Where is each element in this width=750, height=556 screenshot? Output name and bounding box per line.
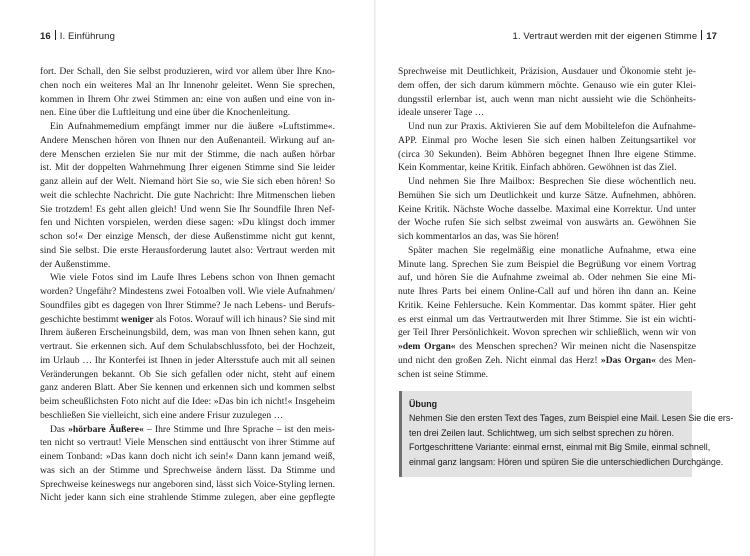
emphasized-term: weniger [121, 313, 154, 325]
right-page [376, 0, 750, 556]
text-line: dem offen, der sich darum kümmern möchte. Genauso wie ein guter Klei- [398, 79, 696, 91]
text-line: nute Ihres Parts bei einem Online-Call auf und hören ihn dann an. Keine [398, 286, 696, 297]
text-line: dungsstil erlernbar ist, auch wenn man nicht aussieht wie die Schönheits- [398, 93, 696, 105]
text-line: chen noch ein weiteres Mal an Ihr Innenohr geleitet. Wenn Sie sprechen, [40, 79, 335, 91]
text-line: Nicht jeder kann sich eine strahlende Stimme zulegen, aber eine gepflegte [40, 492, 335, 504]
text-line: sich kommentarlos an das, was Sie hören! [398, 231, 560, 242]
emphasized-term: »Das Organ« [600, 354, 656, 366]
running-head-title-left: I. Einführung [59, 31, 115, 42]
text-line: ideale unserer Tage … [398, 107, 485, 119]
text-line: beschließen Sie vielleicht, sich eine andere Frisur zuzulegen … [40, 409, 284, 421]
text-line: ten nicht so vertraut! Viele Menschen sind enttäuscht von ihrer Stimme auf [40, 437, 335, 449]
text-line: Ihrem äußeren Erscheinungsbild, dem, was man von Ihnen sehen kann, gut [40, 327, 335, 339]
text-line: Kein Kommentar, keine Kritik. Einfach abhören. Gewöhnen ist das Ziel. [398, 162, 677, 174]
exercise-box [399, 391, 734, 477]
text-line: kommen in Ihrem Ohr zwei Stimmen an: eine von außen und eine von in- [40, 93, 335, 105]
text-line: Minute lang. Sprechen Sie zum Beispiel die Begrüßung vor einem Vortrag [398, 258, 696, 270]
text-line: Veränderungen bekannt. Ob Sie sich gefallen oder nicht, steht auf einem [40, 368, 335, 380]
text-line: ganz allein auf der Welt. Niemand hört Sie so, wie Sie sich eben hören! So [40, 176, 335, 187]
text-line: worden? Ungefähr? Mindestens zwei Fotoalben voll. Wie viele Aufnahmen/ [40, 286, 335, 297]
text-line: (circa 30 Sekunden). Beim Abhören begegnet Ihnen Ihre eigene Stimme. [398, 148, 696, 160]
text-line: Sprechweise keineswegs nur angeboren sind, lässt sich Voice-Styling lernen. [40, 478, 335, 490]
exercise-box-line: Fortgeschrittene Variante: einmal ernst, einmal mit Big Smile, einmal schnell, [409, 442, 711, 453]
text-line: ger Teil Ihrer Persönlichkeit. Wovon sprechen wir schließlich, wenn wir von [398, 327, 696, 339]
text-line: beim scheußlichsten Foto nicht auf die Idee: »Das bin ich nicht!« Insgeheim [40, 396, 335, 407]
emphasized-term: »dem Organ« [398, 341, 456, 352]
left-body-text [40, 65, 335, 505]
emphasized-term: »hörbare Äußere« [68, 423, 144, 435]
page-number-right: 17 [706, 31, 717, 42]
exercise-box-title: Übung [409, 399, 438, 409]
exercise-box-line: einmal ganz langsam: Hören und spüren Sie die unterschiedlichen Durchgänge. [409, 456, 724, 467]
exercise-box-line: Nehmen Sie den ersten Text des Tages, zum Beispiel eine Mail. Lesen Sie die ers- [409, 413, 734, 424]
text-line: Keine Kritik. Nächste Woche dasselbe. Maximal eine Korrektur. Und unter [398, 203, 696, 215]
text-line: nen. Eine über die Luftleitung und eine über die Knochenleitung. [40, 107, 291, 119]
text-line: Soundfiles gibt es dagegen von Ihrer Stimme? Je nach Lebens- und Berufs- [40, 299, 335, 311]
text-line: Und nun zur Praxis. Aktivieren Sie auf dem Mobiltelefon die Aufnahme- [408, 121, 696, 132]
text-line: der Woche rufen Sie sich selbst zweimal von auswärts an. Gewöhnen Sie [398, 217, 696, 229]
text-line: einem Tonband: »Das kann doch nicht ich sein!« Dann kann jemand weiß, [40, 451, 335, 462]
text-line: fort. Der Schall, den Sie selbst produzieren, wird vor allem über Ihre Kno- [40, 66, 335, 77]
running-head-title-right: 1. Vertraut werden mit der eigenen Stimme [512, 31, 698, 42]
left-page [0, 0, 374, 556]
page-number-left: 16 [40, 31, 51, 42]
text-line: Später machen Sie regelmäßig eine monatliche Aufnahme, etwa eine [408, 244, 696, 256]
text-line: Kritik. Keine Fehlersuche. Kein Kommentar. Das kommt später. Hier geht [398, 299, 696, 311]
text-line: es erst einmal um das Vertrautwerden mit Ihrer Stimme. Sie ist ein wichti- [398, 313, 696, 325]
text-line: APP. Einmal pro Woche lesen Sie sich einen halben Zeitungsartikel vor [398, 134, 696, 146]
text-line: und nicht den großen Zeh. Nicht einmal das Herz! »Das Organ« des Men- [398, 354, 696, 366]
text-line: schen ist seine Stimme. [398, 368, 489, 380]
text-line: dere Menschen erzielen Sie nur mit der Stimme, die nach außen hörbar [40, 148, 335, 160]
text-line: Bemühen Sie sich um Deutlichkeit und kurze Sätze. Aufnehmen, abhören. [398, 189, 696, 201]
text-line: geschichte bestimmt weniger als Fotos. Worauf will ich hinaus? Sie sind mit [40, 313, 335, 325]
text-line: Das »hörbare Äußere« – Ihre Stimme und Ihre Sprache – ist den meis- [50, 423, 336, 435]
text-line: vertraut. Sie erkennen sich. Auf dem Schulabschlussfoto, bei der Hochzeit, [40, 341, 335, 352]
text-line: sind Sie selbst. Die erste Herausforderung lautet also: Vertraut werden mit [40, 244, 335, 256]
right-body-text [398, 65, 696, 381]
text-line: »dem Organ« des Menschen sprechen? Wir meinen nicht die Nasenspitze [398, 341, 696, 352]
running-head-separator [701, 30, 702, 40]
text-line: Und nehmen Sie Ihre Mailbox: Besprechen Sie diese wöchentlich neu. [408, 176, 696, 187]
text-line: Sie trotzdem! Es geht allen gleich! Und wenn Sie Ihr Soundfile Ihren Nef- [40, 203, 335, 215]
running-head-separator [55, 30, 56, 40]
text-line: ganz anderen Blatt. Aber Sie kennen und erkennen sich und kommen selbst [40, 382, 335, 394]
text-line: ist. Mit der doppelten Wahrnehmung Ihrer eigenen Stimme sind Sie leider [40, 162, 335, 174]
text-line: fen und Nichten vorspielen, werden diese sagen: »Du klingst doch immer [40, 217, 335, 229]
text-line: was sich an der Stimme und Sprechweise ändern lässt. Da Stimme und [40, 464, 335, 476]
text-line: auf, und hören Sie die Aufnahme zweimal ab. Oder nehmen Sie eine Mi- [398, 272, 696, 284]
running-head-left [40, 30, 115, 42]
text-line: Ein Aufnahmemedium empfängt immer nur die äußere »Luftstimme«. [50, 121, 335, 132]
running-head-right [513, 30, 717, 42]
text-line: schon so!« Der einzige Mensch, der diese Außenstimme nicht gut kennt, [40, 231, 335, 242]
exercise-box-line: ten drei Zeilen laut. Schlichtweg, um sich selbst sprechen zu hören. [409, 427, 674, 438]
text-line: Andere Menschen hören von Ihnen nur den Außenanteil. Wirkung auf an- [40, 134, 335, 146]
text-line: weit die schlechte Nachricht. Die gute Nachricht: Ihre Mitmenschen lieben [40, 189, 335, 201]
text-line: Sprechweise mit Deutlichkeit, Präzision, Ausdauer und Ökonomie steht je- [398, 66, 696, 77]
text-line: der Außenstimme. [40, 258, 111, 270]
text-line: Wie viele Fotos sind im Laufe Ihres Lebens schon von Ihnen gemacht [50, 272, 335, 284]
text-line: im Urlaub … Ihr Konterfei ist Ihnen in jeder Altersstufe auch mit all seinen [40, 354, 335, 366]
